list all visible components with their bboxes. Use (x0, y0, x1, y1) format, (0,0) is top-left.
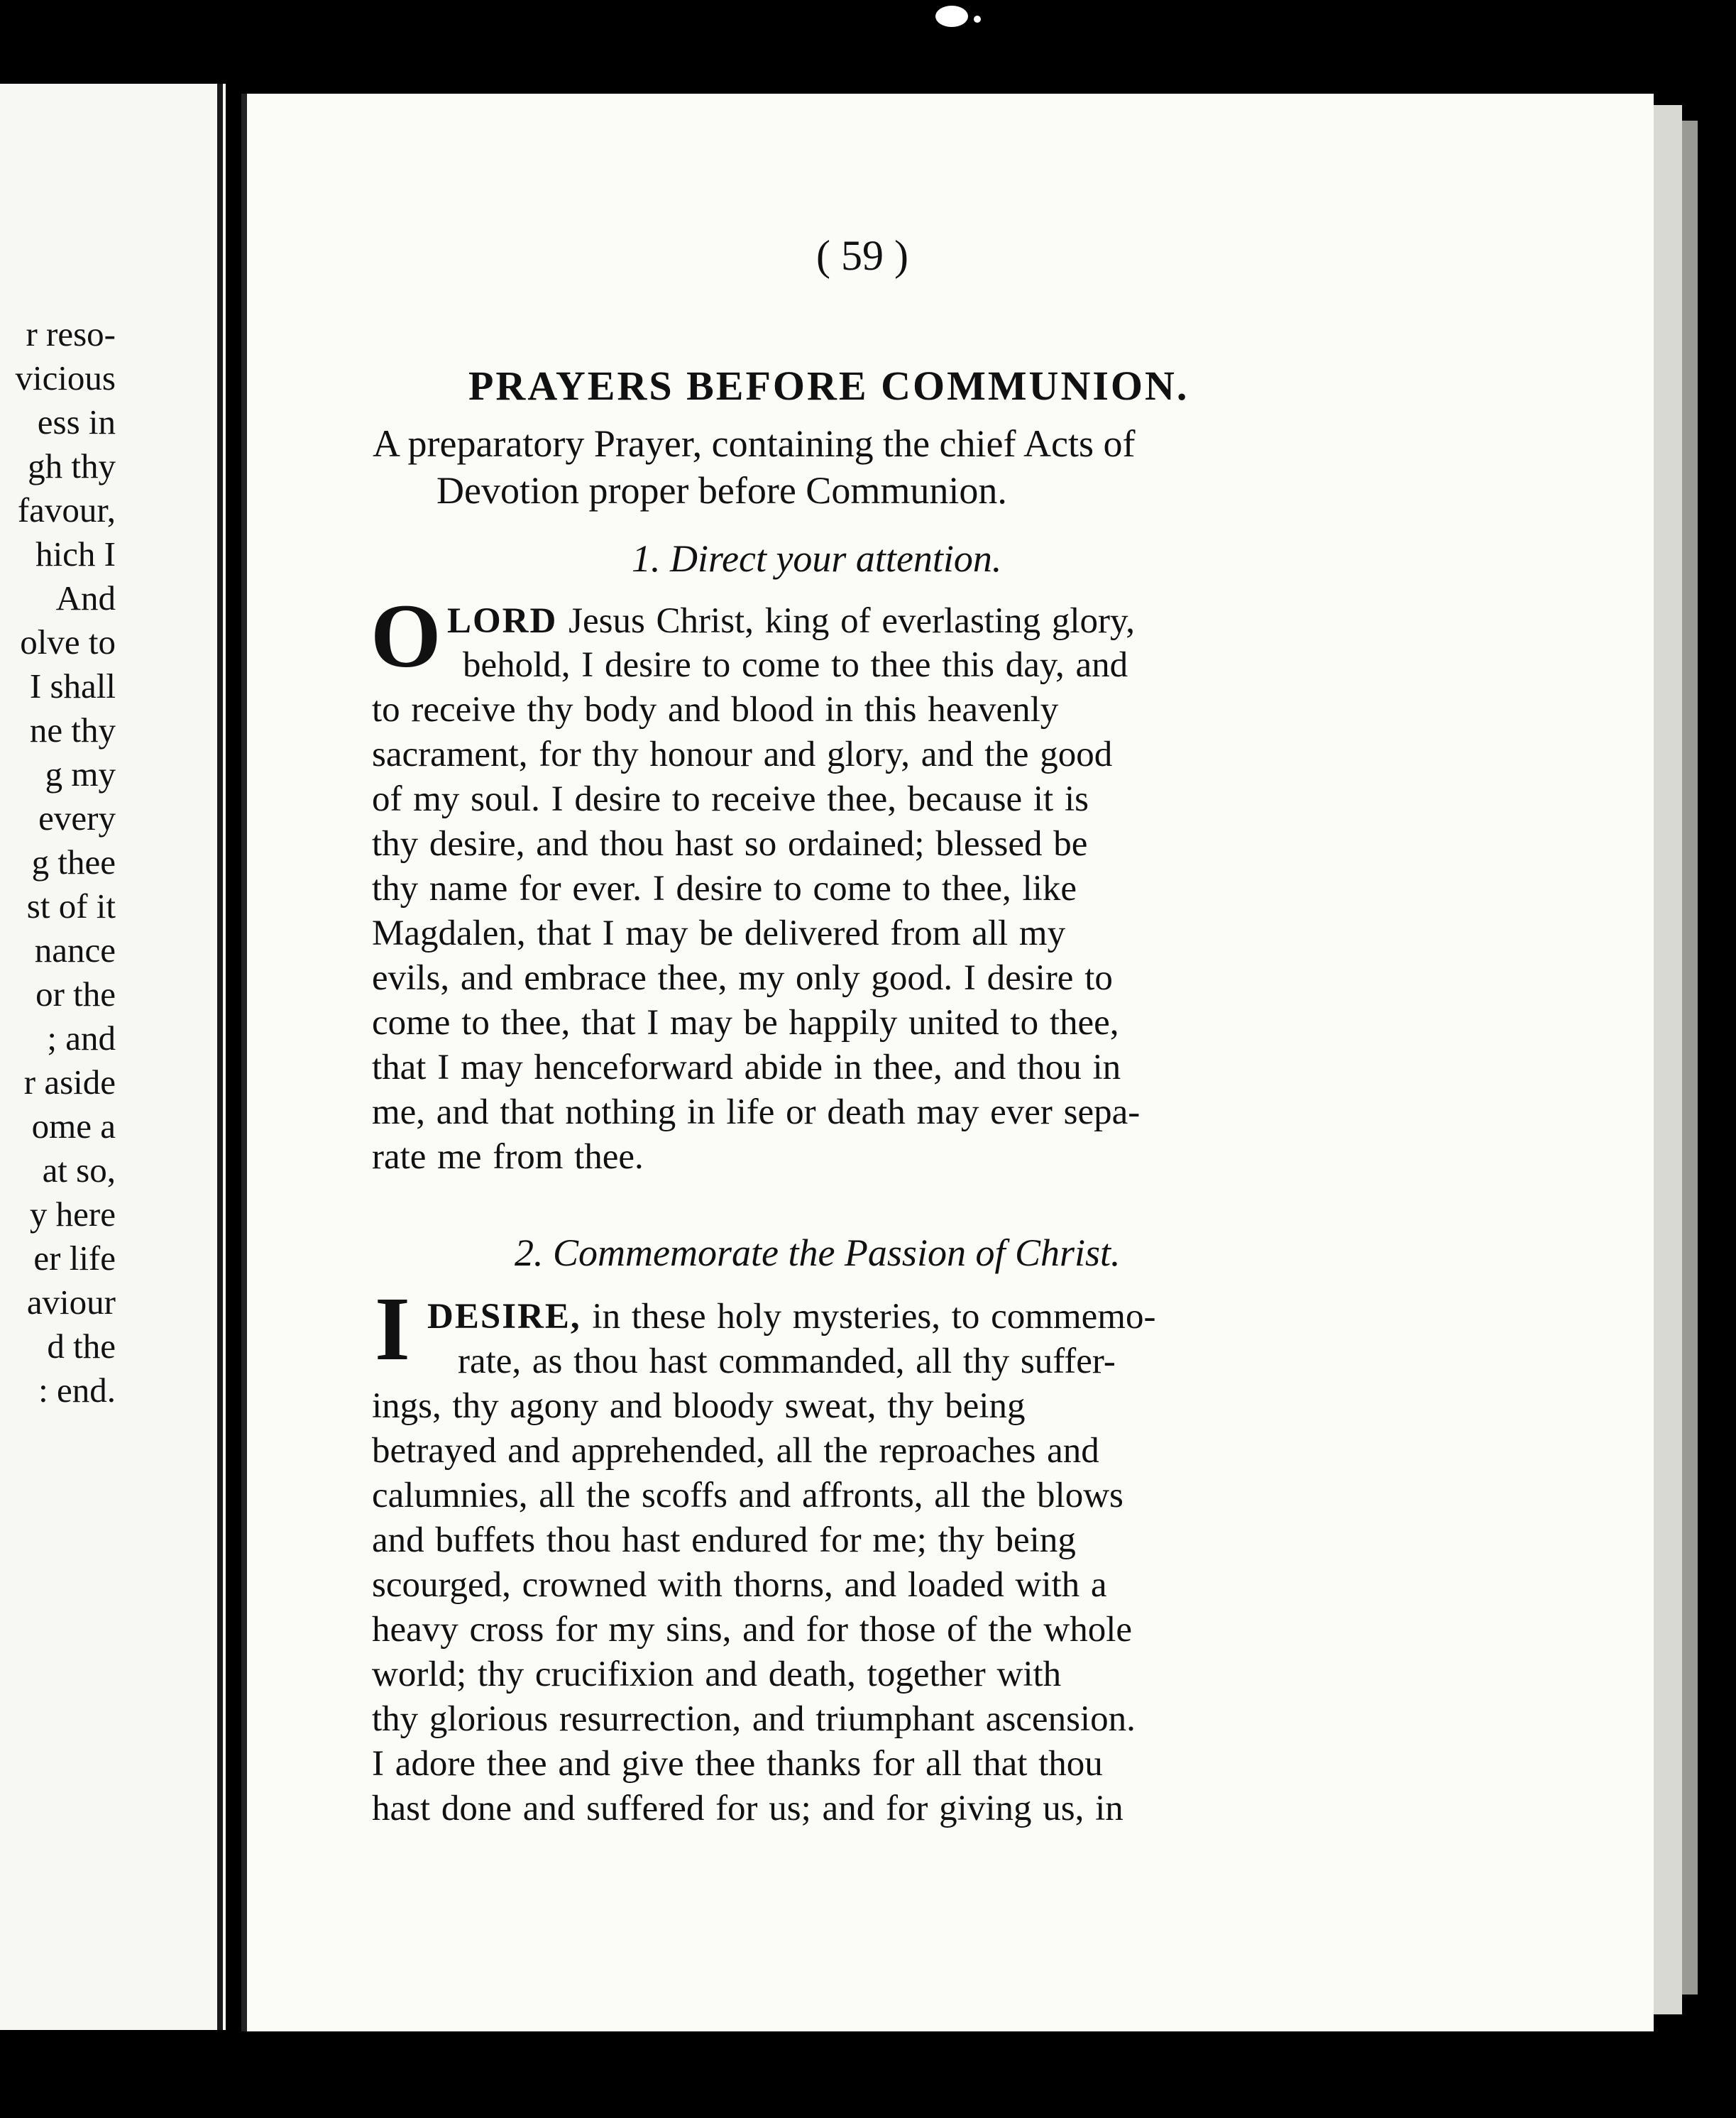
section-2-drop-cap: I (375, 1278, 410, 1379)
section-1-line: thy name for ever. I desire to come to thee, like (372, 869, 1077, 909)
section-1-line (447, 603, 1135, 640)
section-1-first-word: LORD (447, 601, 558, 641)
left-page-line: gh thy (28, 446, 116, 485)
section-2-line: and buffets thou hast endured for me; thy being (372, 1520, 1076, 1560)
left-page-line: r reso- (26, 314, 116, 353)
section-1-line: behold, I desire to come to thee this day, and (463, 645, 1128, 685)
left-page-line: And (55, 578, 116, 618)
left-page-line: st of it (26, 887, 116, 926)
left-page-line: at so, (42, 1151, 116, 1190)
section-1-line: Magdalen, that I may be delivered from all my (372, 913, 1066, 953)
section-1-line-text: Jesus Christ, king of everlasting glory, (557, 601, 1135, 641)
left-page-line: g thee (31, 843, 116, 882)
left-page-line: or the (35, 975, 116, 1014)
section-1-line: thy desire, and thou hast so ordained; blessed be (372, 824, 1088, 864)
section-2-line: calumnies, all the scoffs and affronts, all the blows (372, 1476, 1124, 1515)
section-1-drop-cap: O (370, 586, 441, 686)
left-page-line: : end. (38, 1371, 116, 1410)
section-1-line: of my soul. I desire to receive thee, because it is (372, 779, 1089, 819)
section-1-line: to receive thy body and blood in this heavenly (372, 690, 1059, 730)
section-2-line-text: in these holy mysteries, to commemo- (581, 1297, 1156, 1337)
section-1-title: 1. Direct your attention. (632, 537, 1002, 580)
left-page-line: olve to (20, 622, 116, 662)
left-page-line: aviour (26, 1283, 116, 1322)
section-1-line: that I may henceforward abide in thee, and thou in (372, 1048, 1121, 1087)
left-page-line: vicious (15, 358, 116, 397)
left-page-line: y here (29, 1195, 116, 1234)
section-2-line: thy glorious resurrection, and triumphant ascension. (372, 1699, 1136, 1739)
page-heading: PRAYERS BEFORE COMMUNION. (468, 363, 1190, 409)
left-page-line: favour, (17, 490, 116, 530)
subheading-line-1: A preparatory Prayer, containing the chief Acts of (373, 422, 1136, 465)
left-facing-page (0, 84, 226, 2030)
section-1-line: rate me from thee. (372, 1137, 644, 1177)
left-page-line: ; and (47, 1019, 116, 1058)
section-2-title: 2. Commemorate the Passion of Christ. (515, 1231, 1121, 1274)
scan-speck (935, 6, 968, 27)
left-page-line: r aside (23, 1063, 116, 1102)
section-1-line: sacrament, for thy honour and glory, and the good (372, 735, 1113, 774)
left-page-line: ne thy (29, 710, 116, 750)
left-page-line: d the (47, 1327, 116, 1366)
section-2-line: hast done and suffered for us; and for giving us, in (372, 1789, 1124, 1828)
section-2-line: rate, as thou hast commanded, all thy suffer- (458, 1341, 1116, 1381)
left-page-line: nance (34, 931, 116, 970)
left-page-line: er life (33, 1239, 116, 1278)
scan-speck (974, 16, 981, 23)
section-2-line (427, 1299, 1155, 1335)
section-2-line: world; thy crucifixion and death, together with (372, 1655, 1062, 1694)
section-2-line: heavy cross for my sins, and for those of the whole (372, 1610, 1133, 1650)
left-page-line: g my (45, 755, 116, 794)
section-2-first-word: DESIRE, (427, 1297, 581, 1337)
section-1-line: come to thee, that I may be happily united to thee, (372, 1003, 1119, 1043)
left-page-line: ome a (31, 1107, 116, 1146)
section-2-line: scourged, crowned with thorns, and loaded with a (372, 1565, 1107, 1605)
section-2-line: ings, thy agony and bloody sweat, thy being (372, 1386, 1026, 1426)
page-edge-shadow (1682, 121, 1698, 1994)
left-page-line: hich I (35, 534, 116, 574)
subheading-line-2: Devotion proper before Communion. (436, 469, 1007, 512)
page-edge (1654, 105, 1682, 2014)
left-page-line: every (38, 799, 116, 838)
section-2-line: betrayed and apprehended, all the reproaches and (372, 1431, 1099, 1471)
gutter-shadow (217, 84, 223, 2030)
section-2-line: I adore thee and give thee thanks for all that thou (372, 1744, 1103, 1784)
section-1-line: me, and that nothing in life or death may ever sepa- (372, 1092, 1141, 1132)
left-page-line: I shall (29, 666, 116, 706)
section-1-line: evils, and embrace thee, my only good. I desire to (372, 958, 1113, 998)
page-number: ( 59 ) (816, 232, 908, 279)
left-page-line: ess in (37, 402, 116, 441)
